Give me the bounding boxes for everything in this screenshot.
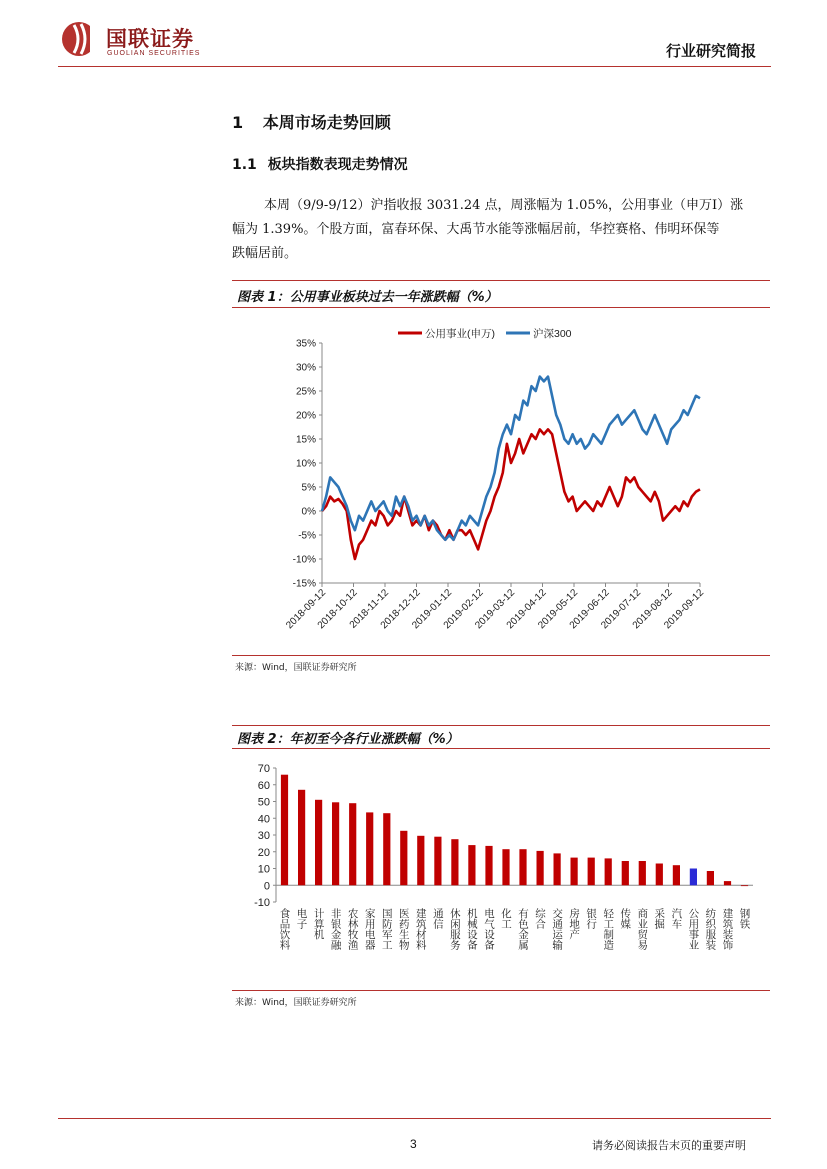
y-tick-label: -10% bbox=[292, 554, 316, 566]
x-tick-label: 2018-11-12 bbox=[347, 587, 392, 631]
bar bbox=[417, 836, 424, 885]
figure1-title-rule bbox=[232, 307, 770, 308]
category-label: 交通运输 bbox=[551, 908, 564, 950]
bar bbox=[281, 775, 288, 886]
category-label: 建筑装饰 bbox=[721, 908, 734, 950]
y-tick-label: -10 bbox=[254, 897, 270, 909]
y-tick-label: 10 bbox=[257, 863, 270, 876]
x-tick-label: 2019-08-12 bbox=[630, 587, 675, 632]
bar bbox=[502, 849, 509, 885]
disclaimer-note: 请务必阅读报告末页的重要声明 bbox=[592, 1139, 746, 1152]
bar bbox=[588, 858, 595, 886]
bar bbox=[656, 864, 663, 886]
y-tick-label: 40 bbox=[257, 813, 270, 826]
bar bbox=[315, 800, 322, 885]
y-tick-label: 70 bbox=[257, 763, 270, 775]
bar bbox=[605, 858, 612, 885]
y-tick-label: 25% bbox=[295, 386, 316, 398]
category-label: 钢铁 bbox=[738, 908, 751, 929]
bar bbox=[519, 849, 526, 885]
series-line-utilities bbox=[322, 429, 700, 559]
bar bbox=[571, 858, 578, 886]
bar bbox=[707, 871, 714, 885]
subsection-heading bbox=[232, 154, 408, 174]
subsection-number: 1.1 bbox=[232, 157, 257, 173]
figure1-title: 图表 1：公用事业板块过去一年涨跌幅（%） bbox=[237, 290, 498, 305]
category-label: 建筑材料 bbox=[414, 908, 427, 950]
category-label: 化工 bbox=[499, 908, 512, 929]
paragraph-line: 跌幅居前。 bbox=[232, 246, 298, 261]
figure2-title-rule bbox=[232, 748, 770, 749]
legend-label: 沪深300 bbox=[533, 328, 572, 340]
category-label: 计算机 bbox=[312, 908, 325, 940]
figure1-top-rule bbox=[232, 280, 770, 281]
category-label: 汽车 bbox=[670, 908, 683, 929]
y-tick-label: 35% bbox=[295, 338, 316, 350]
section-title: 本周市场走势回顾 bbox=[262, 113, 391, 132]
category-label: 农林牧渔 bbox=[346, 908, 359, 950]
report-type: 行业研究简报 bbox=[666, 42, 757, 60]
category-label: 家用电器 bbox=[363, 908, 376, 950]
y-tick-label: 20% bbox=[295, 410, 316, 422]
paragraph-line: 幅为 1.39%。个股方面，富春环保、大禹节水能等涨幅居前，华控赛格、伟明环保等 bbox=[232, 222, 720, 237]
category-label: 采掘 bbox=[653, 908, 666, 929]
category-label: 有色金属 bbox=[517, 908, 530, 950]
bar bbox=[554, 853, 561, 885]
bar bbox=[741, 885, 748, 886]
category-label: 电子 bbox=[295, 908, 308, 929]
bar bbox=[366, 812, 373, 885]
category-label: 国防军工 bbox=[380, 908, 393, 950]
bar bbox=[349, 803, 356, 885]
bar bbox=[622, 861, 629, 885]
category-label: 银行 bbox=[585, 908, 598, 929]
figure2-top-rule bbox=[232, 725, 770, 726]
x-tick-label: 2019-03-12 bbox=[473, 587, 518, 632]
x-tick-label: 2019-07-12 bbox=[599, 587, 644, 632]
bar-chart bbox=[238, 758, 768, 988]
y-tick-label: -15% bbox=[292, 578, 316, 590]
legend-label: 公用事业(申万) bbox=[425, 328, 495, 340]
subsection-title: 板块指数表现走势情况 bbox=[267, 157, 408, 173]
bar bbox=[673, 865, 680, 885]
category-label: 综合 bbox=[534, 908, 547, 929]
bar bbox=[485, 846, 492, 885]
category-label: 房地产 bbox=[568, 908, 581, 940]
x-tick-label: 2018-12-12 bbox=[378, 587, 423, 632]
y-tick-label: 50 bbox=[257, 796, 270, 809]
y-tick-label: 5% bbox=[301, 482, 316, 494]
category-label: 纺织服装 bbox=[704, 908, 717, 950]
y-tick-label: 0 bbox=[263, 880, 270, 893]
category-label: 非银金融 bbox=[329, 908, 342, 950]
bar bbox=[724, 881, 731, 885]
category-label: 食品饮料 bbox=[278, 908, 291, 950]
paragraph-line: 本周（9/9-9/12）沪指收报 3031.24 点，周涨幅为 1.05%，公用事业（申万I）涨 bbox=[264, 198, 744, 213]
y-tick-label: 20 bbox=[257, 846, 270, 859]
header-divider bbox=[58, 66, 771, 67]
figure2-source: 来源：Wind，国联证券研究所 bbox=[235, 998, 357, 1008]
category-label: 电气设备 bbox=[482, 908, 495, 950]
x-tick-label: 2019-02-12 bbox=[441, 587, 486, 632]
page-number: 3 bbox=[410, 1137, 417, 1151]
figure1-source: 来源：Wind，国联证券研究所 bbox=[235, 663, 357, 673]
y-tick-label: 15% bbox=[295, 434, 316, 446]
category-label: 传媒 bbox=[619, 908, 632, 929]
x-tick-label: 2019-06-12 bbox=[567, 587, 612, 632]
category-label: 轻工制造 bbox=[602, 908, 615, 950]
bar bbox=[639, 861, 646, 885]
figure2-title: 图表 2：年初至今各行业涨跌幅（%） bbox=[237, 732, 459, 747]
category-label: 机械设备 bbox=[465, 908, 478, 950]
bar bbox=[537, 851, 544, 885]
bar bbox=[468, 845, 475, 885]
x-tick-label: 2018-09-12 bbox=[284, 587, 329, 632]
x-tick-label: 2019-05-12 bbox=[536, 587, 581, 632]
y-tick-label: 30 bbox=[257, 830, 270, 842]
x-tick-label: 2019-01-12 bbox=[410, 587, 455, 632]
figure2-bottom-rule bbox=[232, 990, 770, 991]
figure1-bottom-rule bbox=[232, 655, 770, 656]
bar bbox=[332, 802, 339, 885]
category-label: 商业贸易 bbox=[636, 908, 649, 950]
footer-divider bbox=[58, 1118, 771, 1119]
y-tick-label: -5% bbox=[298, 530, 316, 542]
x-tick-label: 2018-10-12 bbox=[315, 587, 360, 632]
bar bbox=[400, 831, 407, 885]
category-label: 通信 bbox=[431, 908, 444, 929]
y-tick-label: 0% bbox=[301, 506, 316, 518]
summary-paragraph bbox=[232, 194, 772, 266]
bar bbox=[434, 837, 441, 886]
bar bbox=[451, 839, 458, 885]
brand-name-en: GUOLIAN SECURITIES bbox=[107, 50, 201, 57]
y-tick-label: 10% bbox=[295, 458, 316, 470]
section-heading bbox=[232, 110, 391, 133]
bar bbox=[298, 790, 305, 886]
x-tick-label: 2019-04-12 bbox=[504, 587, 549, 632]
bar bbox=[690, 869, 697, 886]
line-chart bbox=[270, 315, 720, 660]
category-label: 公用事业 bbox=[687, 908, 700, 950]
y-tick-label: 60 bbox=[257, 779, 270, 792]
category-label: 休闲服务 bbox=[448, 908, 461, 950]
section-number: 1 bbox=[232, 113, 244, 132]
guolian-logo-icon bbox=[60, 20, 100, 58]
category-label: 医药生物 bbox=[397, 908, 410, 950]
bar bbox=[383, 813, 390, 885]
x-tick-label: 2019-09-12 bbox=[662, 587, 707, 632]
y-tick-label: 30% bbox=[295, 362, 316, 374]
brand-name-cn: 国联证券 bbox=[106, 27, 194, 51]
